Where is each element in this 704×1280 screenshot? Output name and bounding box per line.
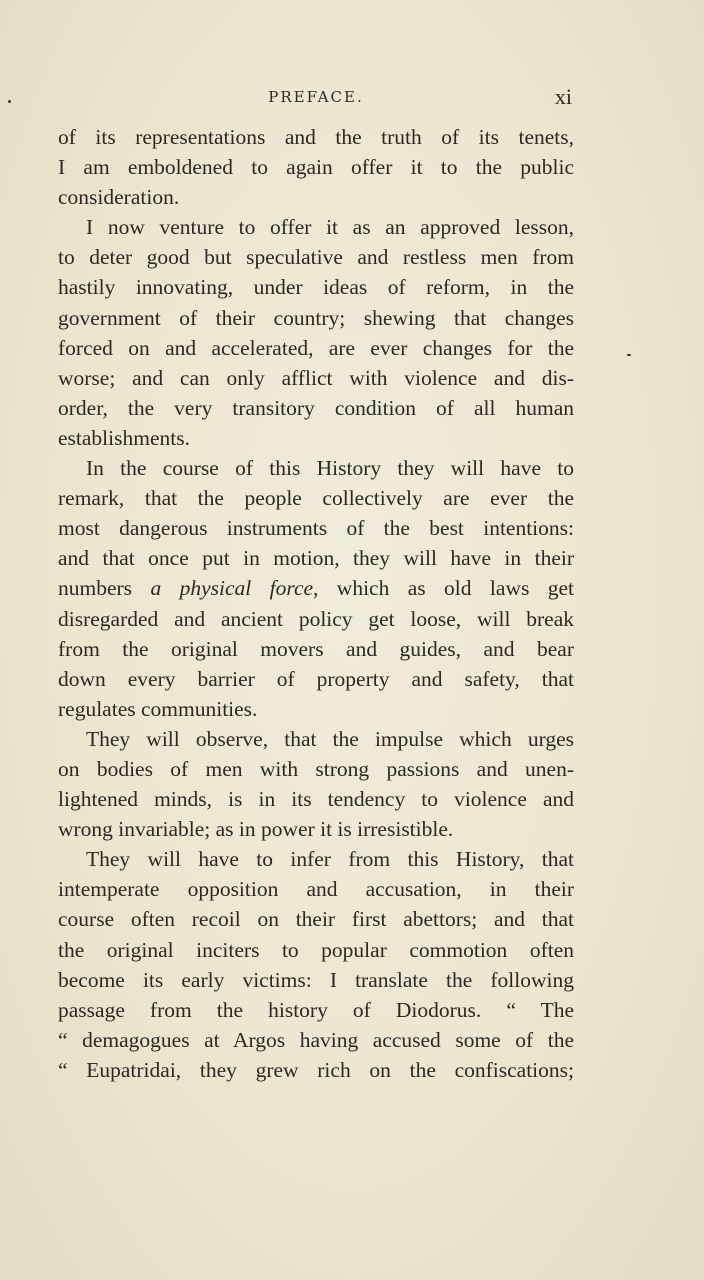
text-segment: numbers [58,576,151,601]
text-line: In the course of this History they will have to [86,456,574,481]
text-line: hastily innovating, under ideas of reform, in the [58,275,574,300]
text-line: most dangerous instruments of the best intentions: [58,516,574,541]
text-line: I am emboldened to again offer it to the public [58,155,574,180]
text-line: become its early victims: I translate the following [58,967,574,992]
text-line: order, the very transitory condition of all human [58,395,574,420]
text-line: I now venture to offer it as an approved lesson, [86,215,574,240]
text-line: lightened minds, is in its tendency to violence and [58,787,574,812]
text-line [58,573,574,603]
text-line: “ demagogues at Argos having accused some of the [58,1027,574,1052]
ink-speck [8,100,11,103]
text-line: disregarded and ancient policy get loose, will break [58,606,574,631]
text-line: “ Eupatridai, they grew rich on the confiscations; [58,1057,574,1082]
text-line: establishments. [58,425,190,450]
page-header [56,84,576,110]
page-number: xi [554,84,572,109]
text-line: and that once put in motion, they will have in their [58,546,574,571]
body-text [58,122,574,1085]
text-line: down every barrier of property and safety, that [58,666,574,691]
text-line: government of their country; shewing that changes [58,305,574,330]
ink-speck [627,354,631,356]
text-segment: , which as old laws get [313,576,574,601]
text-line: They will observe, that the impulse which urges [86,726,574,751]
text-line: intemperate opposition and accusation, in their [58,877,574,902]
text-line: course often recoil on their first abettors; and that [58,907,574,932]
text-line: consideration. [58,185,180,210]
text-line: forced on and accelerated, are ever changes for the [58,335,574,360]
text-line: wrong invariable; as in power it is irresistible. [58,817,454,842]
text-line: from the original movers and guides, and bear [58,636,574,661]
text-line: They will have to infer from this History, that [86,847,574,872]
running-head: PREFACE. [268,88,364,106]
text-line: worse; and can only afflict with violence and dis- [58,365,574,390]
text-line: remark, that the people collectively are ever the [58,486,574,511]
text-line: regulates communities. [58,696,258,721]
text-line: on bodies of men with strong passions and unen- [58,756,574,781]
text-line: the original inciters to popular commotion often [58,937,574,962]
text-line: to deter good but speculative and restless men from [58,245,574,270]
text-line: of its representations and the truth of its tenets, [58,125,574,149]
italic-phrase: a physical force [150,576,314,601]
text-line: passage from the history of Diodorus. “ The [58,997,574,1022]
